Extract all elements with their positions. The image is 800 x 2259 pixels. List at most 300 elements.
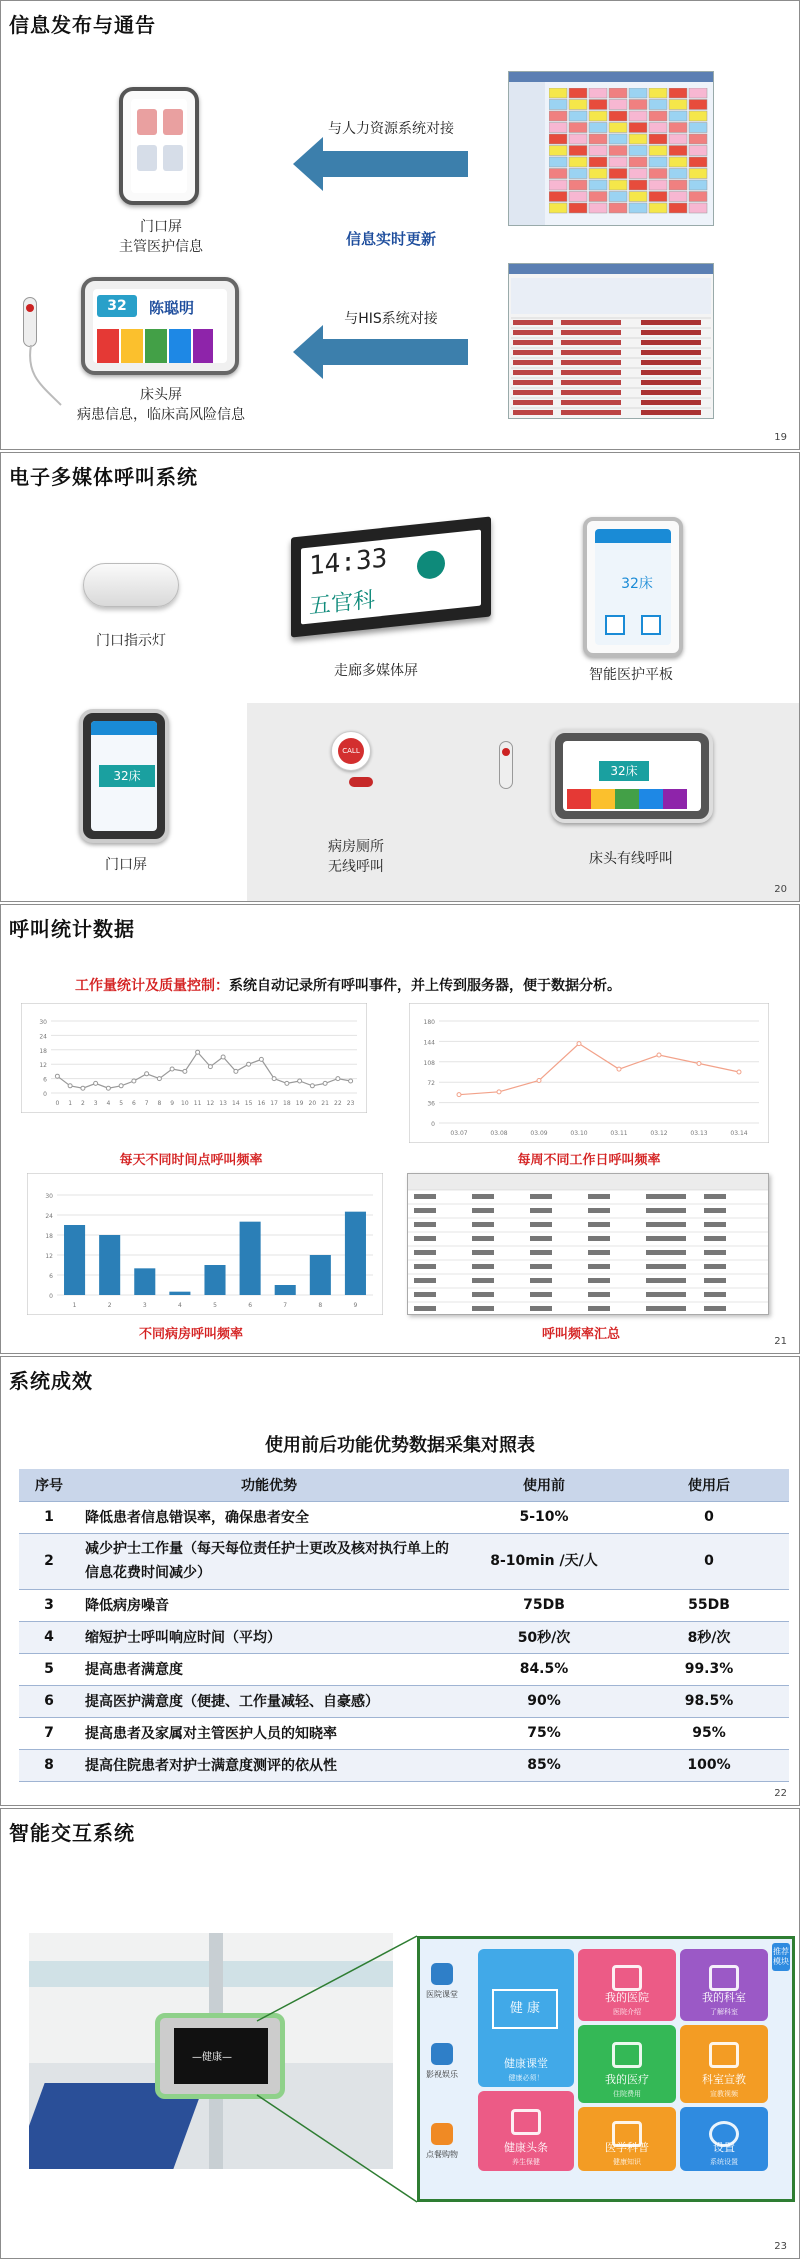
cell-text-stub [588, 1250, 610, 1255]
cell-text-stub [588, 1236, 610, 1241]
cell-before: 90% [459, 1685, 629, 1717]
x-tick-label: 03.10 [570, 1130, 588, 1137]
cell-text-stub [472, 1306, 494, 1311]
cell-text-stub [414, 1278, 436, 1283]
bar [99, 1235, 120, 1295]
data-point [737, 1070, 741, 1074]
cell-text-stub [646, 1222, 686, 1227]
comparison-table-title: 使用前后功能优势数据采集对照表 [265, 1435, 535, 1456]
cell-text-stub [414, 1194, 436, 1199]
cell-text-stub [472, 1208, 494, 1213]
cell-feature: 提高医护满意度（便捷、工作量减轻、自豪感） [79, 1685, 459, 1717]
corridor-dept: 五官科 [309, 587, 376, 620]
cell-text-stub [472, 1222, 494, 1227]
x-tick-label: 03.09 [530, 1130, 548, 1137]
patient-name: 陈聪明 [149, 299, 195, 317]
x-tick-label: 9 [170, 1100, 175, 1107]
cell-text-stub [646, 1250, 686, 1255]
cell-feature: 降低病房噪音 [79, 1589, 459, 1621]
x-tick-label: 18 [283, 1100, 291, 1107]
cell-text-stub [530, 1208, 552, 1213]
x-tick-label: 03.14 [730, 1130, 748, 1137]
data-point [272, 1077, 276, 1081]
tile-sub: 健康必须！ [508, 2074, 544, 2082]
cell-before: 75DB [459, 1589, 629, 1621]
cell-before: 50秒/次 [459, 1621, 629, 1653]
bar [310, 1255, 331, 1295]
cell-text-stub [588, 1208, 610, 1213]
table-row [19, 1717, 789, 1749]
chart2-caption: 每周不同工作日呼叫频率 [517, 1153, 661, 1168]
door-screen-device [119, 87, 199, 205]
cell-text-stub [646, 1208, 686, 1213]
cell-after: 55DB [629, 1589, 789, 1621]
y-tick-label: 18 [39, 1047, 47, 1055]
data-point [145, 1072, 149, 1076]
x-tick-label: 20 [308, 1100, 317, 1107]
data-point [298, 1079, 302, 1083]
cell-text-stub [646, 1264, 686, 1269]
his-records [511, 278, 711, 416]
data-point [259, 1057, 263, 1061]
table-row [19, 1501, 789, 1533]
cell-text-stub [704, 1250, 726, 1255]
cell-text-stub [588, 1194, 610, 1199]
x-tick-label: 03.12 [650, 1130, 668, 1137]
slide-title: 系统成效 [9, 1369, 93, 1393]
x-tick-label: 03.08 [490, 1130, 508, 1137]
cell-text-stub [472, 1292, 494, 1297]
sidebar-item-hospital-class[interactable] [420, 1963, 464, 2000]
tile-sub: 宣教视频 [710, 2090, 738, 2098]
door-screen-display [91, 721, 157, 831]
tile-health-news[interactable] [478, 2091, 574, 2171]
sidebar-item-entertainment[interactable] [420, 2043, 464, 2080]
cell-feature: 提高患者及家属对主管医护人员的知晓率 [79, 1717, 459, 1749]
cell-text-stub [646, 1194, 686, 1199]
cell-text-stub [530, 1278, 552, 1283]
data-point [247, 1062, 251, 1066]
tile-label: 我的科室 [702, 1991, 746, 2004]
y-tick-label: 30 [39, 1019, 47, 1026]
x-tick-label: 4 [106, 1100, 111, 1107]
x-tick-label: 22 [334, 1100, 342, 1107]
x-tick-label: 0 [55, 1100, 60, 1107]
schedule-grid [549, 88, 709, 218]
his-system-screenshot [508, 263, 714, 419]
cell-text-stub [472, 1236, 494, 1241]
cell-text-stub [588, 1222, 610, 1227]
y-tick-label: 18 [45, 1233, 53, 1240]
x-tick-label: 03.13 [690, 1130, 708, 1137]
data-point [497, 1090, 501, 1094]
page-number: 21 [774, 1336, 787, 1347]
table-row [19, 1589, 789, 1621]
data-point [132, 1079, 136, 1083]
table-row [19, 1621, 789, 1653]
cell-text-stub [646, 1292, 686, 1297]
cell-no: 1 [19, 1501, 79, 1533]
cell-text-stub [530, 1264, 552, 1269]
chart1-caption: 每天不同时间点呼叫频率 [119, 1153, 263, 1168]
chart-frame [409, 1003, 769, 1143]
x-tick-label: 3 [142, 1302, 147, 1309]
cell-no: 2 [19, 1533, 79, 1589]
slide-call-statistics [0, 904, 800, 1354]
cell-text-stub [414, 1236, 436, 1241]
slide-title: 智能交互系统 [9, 1821, 135, 1845]
door-screen-caption: 门口屏 主管医护信息 [119, 219, 203, 255]
cell-text-stub [646, 1278, 686, 1283]
y-tick-label: 108 [423, 1059, 435, 1067]
app-interface [417, 1936, 795, 2202]
bedside-display [563, 741, 701, 811]
slide-system-results [0, 1356, 800, 1806]
table-row [19, 1653, 789, 1685]
headline [75, 975, 621, 995]
his-sync-label: 与HIS系统对接 [344, 311, 438, 327]
page-number: 19 [774, 432, 787, 443]
cell-text-stub [414, 1292, 436, 1297]
x-tick-label: 2 [107, 1302, 112, 1309]
cell-text-stub [588, 1292, 610, 1297]
cell-feature: 减少护士工作量（每天每位责任护士更改及核对执行单上的信息花费时间减少） [79, 1533, 459, 1589]
cell-before: 85% [459, 1749, 629, 1781]
tile-my-department[interactable] [680, 1949, 768, 2021]
cell-text-stub [530, 1222, 552, 1227]
x-tick-label: 15 [244, 1100, 253, 1107]
cell-before: 5-10% [459, 1501, 629, 1533]
banner-text: 健 康 [492, 1989, 558, 2029]
data-point [537, 1079, 541, 1083]
bar [134, 1268, 155, 1295]
tablet-bed-label: 32床 [621, 576, 653, 592]
cell-text-stub [414, 1264, 436, 1269]
x-tick-label: 6 [131, 1100, 136, 1107]
tile-settings[interactable] [680, 2107, 768, 2171]
x-tick-label: 1 [68, 1100, 73, 1107]
cell-feature: 降低患者信息错误率，确保患者安全 [79, 1501, 459, 1533]
cell-no: 5 [19, 1653, 79, 1685]
y-tick-label: 0 [43, 1091, 47, 1098]
slide-info-publish [0, 0, 800, 450]
tile-label: 健康头条 [504, 2141, 548, 2154]
table-header [408, 1174, 768, 1190]
cell-text-stub [414, 1306, 436, 1311]
x-tick-label: 6 [248, 1302, 253, 1309]
bar [275, 1285, 296, 1295]
tile-label: 我的医疗 [605, 2073, 649, 2086]
cell-text-stub [530, 1236, 552, 1241]
data-point [657, 1053, 661, 1057]
y-tick-label: 0 [431, 1121, 435, 1128]
corridor-screen [291, 516, 491, 637]
wired-caption: 床头有线呼叫 [589, 851, 673, 867]
x-tick-label: 7 [283, 1302, 288, 1309]
cell-feature: 提高患者满意度 [79, 1653, 459, 1685]
y-tick-label: 180 [423, 1019, 435, 1026]
indicator-caption: 门口指示灯 [96, 633, 166, 649]
cell-text-stub [414, 1250, 436, 1255]
bedside-bed-label: 32床 [599, 761, 649, 781]
data-point [457, 1093, 461, 1097]
hr-system-screenshot [508, 71, 714, 226]
x-tick-label: 9 [353, 1302, 358, 1309]
table-caption: 呼叫频率汇总 [541, 1327, 620, 1342]
bar [169, 1292, 190, 1295]
x-tick-label: 19 [295, 1100, 304, 1107]
tile-my-medical[interactable] [578, 2025, 676, 2103]
data-point [234, 1069, 238, 1073]
slide-title: 呼叫统计数据 [9, 917, 135, 941]
y-tick-label: 12 [39, 1062, 47, 1070]
cell-no: 3 [19, 1589, 79, 1621]
slide-title: 电子多媒体呼叫系统 [9, 465, 198, 489]
x-tick-label: 03.11 [610, 1130, 628, 1137]
door-bed-label: 32床 [99, 765, 155, 787]
call-label: CALL [338, 738, 364, 764]
call-button-icon [331, 731, 371, 771]
sidebar-label: 影视娱乐 [426, 2070, 458, 2079]
department-icon [709, 1965, 739, 1991]
headline-red: 工作量统计及质量控制： [75, 978, 229, 994]
data-point [170, 1067, 174, 1071]
call-summary-table [407, 1173, 769, 1315]
bar [240, 1222, 261, 1295]
corridor-caption: 走廊多媒体屏 [334, 663, 418, 679]
bed-screen-display [93, 289, 227, 363]
cell-text-stub [588, 1264, 610, 1269]
cell-text-stub [704, 1264, 726, 1269]
sidebar-label: 医院课堂 [426, 1990, 458, 1999]
y-tick-label: 6 [43, 1076, 47, 1084]
cell-no: 6 [19, 1685, 79, 1717]
tile-sub: 系统设置 [710, 2158, 738, 2166]
data-point [183, 1069, 187, 1073]
cart-icon [431, 2123, 453, 2145]
data-point [68, 1084, 72, 1088]
tile-sub: 住院费用 [613, 2090, 641, 2098]
y-tick-label: 6 [49, 1273, 53, 1280]
tile-sub: 了解科室 [710, 2008, 738, 2016]
handset-icon [499, 741, 513, 789]
data-point [336, 1077, 340, 1081]
pull-cord [349, 777, 373, 787]
cell-after: 98.5% [629, 1685, 789, 1717]
tile-sub: 养生保健 [512, 2158, 540, 2166]
data-point [119, 1084, 123, 1088]
cell-text-stub [472, 1194, 494, 1199]
chart-hourly-calls [21, 1003, 367, 1113]
realtime-update-label: 信息实时更新 [345, 230, 436, 248]
data-point [157, 1077, 161, 1081]
bar [64, 1225, 85, 1295]
chart-weekday-calls [409, 1003, 769, 1143]
film-icon [431, 2043, 453, 2065]
data-point [221, 1055, 225, 1059]
header-after: 使用后 [629, 1469, 789, 1501]
cell-before: 75% [459, 1717, 629, 1749]
table-row [19, 1533, 789, 1589]
table-row [19, 1685, 789, 1717]
cell-text-stub [588, 1278, 610, 1283]
y-tick-label: 144 [423, 1039, 435, 1047]
header-feature: 功能优势 [79, 1469, 459, 1501]
cell-text-stub [704, 1306, 726, 1311]
x-tick-label: 4 [177, 1302, 182, 1309]
his-sync-arrow [323, 339, 468, 365]
tile-my-hospital[interactable] [578, 1949, 676, 2021]
door-screen-display [131, 99, 187, 193]
y-tick-label: 72 [427, 1080, 435, 1088]
school-icon [431, 1963, 453, 1985]
cell-feature: 提高住院患者对护士满意度测评的依从性 [79, 1749, 459, 1781]
nursing-tablet [583, 517, 683, 657]
x-tick-label: 3 [93, 1100, 98, 1107]
cell-before: 84.5% [459, 1653, 629, 1685]
cell-no: 4 [19, 1621, 79, 1653]
x-tick-label: 21 [321, 1100, 329, 1107]
cell-text-stub [414, 1208, 436, 1213]
table-row [19, 1749, 789, 1781]
corridor-time: 14:33 [309, 543, 388, 582]
bed-screen-caption: 床头屏 病患信息，临床高风险信息 [77, 387, 245, 423]
medical-kit-icon [612, 2042, 642, 2068]
door-caption: 门口屏 [105, 857, 147, 873]
headline-text: 系统自动记录所有呼叫事件，并上传到服务器，便于数据分析。 [229, 978, 621, 994]
slide-multimedia-call [0, 452, 800, 902]
x-tick-label: 03.07 [450, 1130, 468, 1137]
cell-text-stub [530, 1292, 552, 1297]
data-point [55, 1074, 59, 1078]
cell-text-stub [472, 1250, 494, 1255]
chart3-caption: 不同病房呼叫频率 [138, 1327, 243, 1342]
recommend-tag[interactable]: 推荐模块 [772, 1943, 790, 1971]
door-screen-device [79, 709, 169, 843]
cell-text-stub [588, 1306, 610, 1311]
cell-after: 95% [629, 1717, 789, 1749]
cell-text-stub [704, 1208, 726, 1213]
page-number: 20 [774, 884, 787, 895]
tile-health-class[interactable] [478, 1949, 574, 2087]
x-tick-label: 23 [346, 1100, 355, 1107]
x-tick-label: 8 [318, 1302, 323, 1309]
data-point [617, 1067, 621, 1071]
bed-number: 32 [97, 295, 137, 317]
news-icon [511, 2109, 541, 2135]
cell-text-stub [646, 1236, 686, 1241]
cell-text-stub [530, 1306, 552, 1311]
data-point [94, 1081, 98, 1085]
cell-text-stub [704, 1222, 726, 1227]
x-tick-label: 14 [232, 1100, 240, 1107]
tile-label: 健康课堂 [504, 2057, 548, 2070]
cell-feature: 缩短护士呼叫响应时间（平均） [79, 1621, 459, 1653]
comparison-table [19, 1469, 789, 1782]
x-tick-label: 8 [157, 1100, 162, 1107]
screen-banner: —健康— [192, 2052, 232, 2063]
x-tick-label: 10 [181, 1100, 189, 1107]
book-icon [709, 2042, 739, 2068]
y-tick-label: 36 [427, 1100, 435, 1108]
tablet-display [595, 529, 671, 645]
y-tick-label: 30 [45, 1193, 53, 1200]
slide-smart-interaction [0, 1808, 800, 2259]
hospital-icon [612, 1965, 642, 1991]
slide-title: 信息发布与通告 [9, 13, 156, 37]
header-no: 序号 [19, 1469, 79, 1501]
x-tick-label: 1 [72, 1302, 77, 1309]
x-tick-label: 7 [144, 1100, 149, 1107]
page-number: 22 [774, 1788, 787, 1799]
x-tick-label: 2 [80, 1100, 85, 1107]
cell-text-stub [472, 1264, 494, 1269]
x-tick-label: 16 [257, 1100, 266, 1107]
cell-after: 0 [629, 1501, 789, 1533]
tile-label: 设置 [713, 2141, 735, 2154]
tile-label: 科室宣教 [702, 2073, 746, 2086]
cell-text-stub [704, 1278, 726, 1283]
cell-text-stub [414, 1222, 436, 1227]
data-point [697, 1062, 701, 1066]
tile-sub: 健康知识 [613, 2158, 641, 2166]
y-tick-label: 0 [49, 1293, 53, 1300]
handset-icon [23, 297, 37, 347]
cell-before: 8-10min /天/人 [459, 1533, 629, 1589]
tile-sub: 医院介绍 [613, 2008, 641, 2016]
data-point [106, 1086, 110, 1090]
cell-text-stub [704, 1236, 726, 1241]
tablet-caption: 智能医护平板 [589, 667, 673, 683]
hr-sync-arrow [323, 151, 468, 177]
sidebar-label: 点餐购物 [426, 2150, 458, 2159]
page-number: 23 [774, 2241, 787, 2252]
bar [204, 1265, 225, 1295]
cell-after: 8秒/次 [629, 1621, 789, 1653]
data-point [285, 1081, 289, 1085]
hr-sync-label: 与人力资源系统对接 [328, 121, 454, 137]
x-tick-label: 17 [270, 1100, 278, 1107]
bed-screen-device [81, 277, 239, 375]
y-tick-label: 12 [45, 1253, 53, 1260]
data-point [577, 1042, 581, 1046]
bedside-terminal [551, 729, 713, 823]
tile-medical-science[interactable] [578, 2107, 676, 2171]
door-indicator-light-icon [83, 563, 179, 607]
chart-ward-calls [27, 1173, 383, 1315]
data-point [208, 1065, 212, 1069]
x-tick-label: 13 [219, 1100, 227, 1107]
tile-label: 医学科普 [605, 2141, 649, 2154]
cell-text-stub [472, 1278, 494, 1283]
sidebar-item-food-order[interactable] [420, 2123, 464, 2160]
header-before: 使用前 [459, 1469, 629, 1501]
tile-dept-education[interactable] [680, 2025, 768, 2103]
cell-no: 7 [19, 1717, 79, 1749]
data-point [349, 1079, 353, 1083]
x-tick-label: 11 [193, 1100, 202, 1107]
y-tick-label: 24 [39, 1033, 47, 1041]
table-header-row [19, 1469, 789, 1501]
data-point [310, 1084, 314, 1088]
cell-text-stub [704, 1194, 726, 1199]
x-tick-label: 5 [213, 1302, 217, 1309]
cell-text-stub [646, 1306, 686, 1311]
x-tick-label: 5 [119, 1100, 124, 1107]
cell-no: 8 [19, 1749, 79, 1781]
data-point [81, 1086, 85, 1090]
x-tick-label: 12 [206, 1100, 215, 1107]
